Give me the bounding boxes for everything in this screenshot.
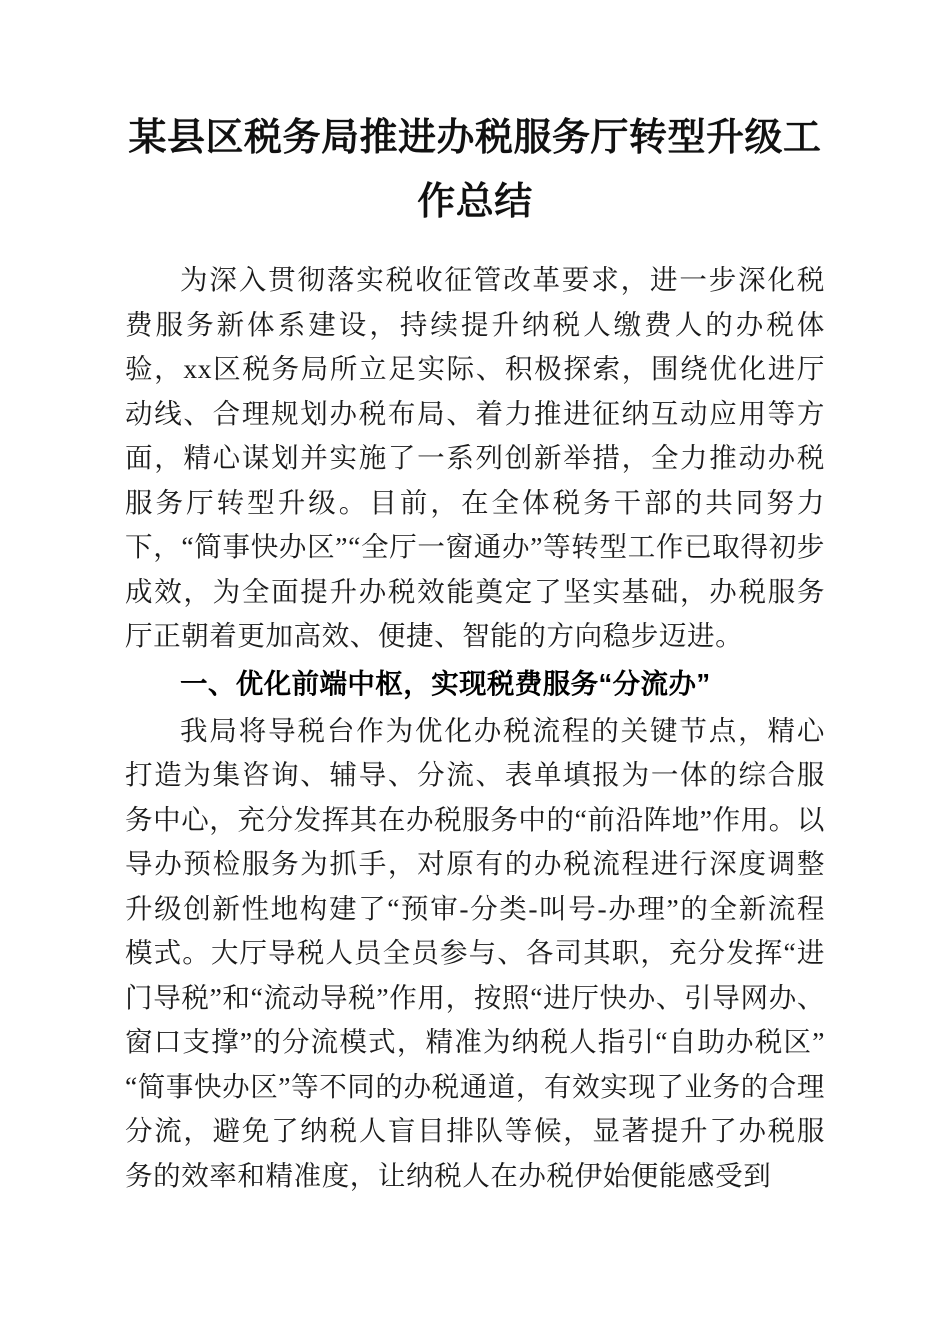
page-title-line-1: 某县区税务局推进办税服务厅转型升级工 — [128, 117, 822, 159]
intro-paragraph: 为深入贯彻落实税收征管改革要求，进一步深化税费服务新体系建设，持续提升纳税人缴费人的办税体验，xx区税务局所立足实际、积极探索，围绕优化进厅动线、合理规划办税布局、着力推进征纳互动应用等方面，精心谋划并实施了一系列创新举措，全力推动办税服务厅转型升级。目前，在全体税务干部的共同努力下，“简事快办区”“全厅一窗通办”等转型工作已取得初步成效，为全面提升办税效能奠定了坚实基础，办税服务厅正朝着更加高效、便捷、智能的方向稳步迈进。 — [125, 264, 825, 651]
page-title-line-2: 作总结 — [417, 181, 533, 223]
page-title — [125, 0, 825, 234]
section-heading-1: 一、优化前端中枢，实现税费服务“分流办” — [180, 667, 711, 699]
document-content — [125, 0, 825, 1198]
section-1-paragraph: 我局将导税台作为优化办税流程的关键节点，精心打造为集咨询、辅导、分流、表单填报为一体的综合服务中心，充分发挥其在办税服务中的“前沿阵地”作用。以导办预检服务为抓手，对原有的办税流程进行深度调整升级创新性地构建了“预审-分类-叫号-办理”的全新流程模式。大厅导税人员全员参与、各司其职，充分发挥“进门导税”和“流动导税”作用，按照“进厅快办、引导网办、窗口支撑”的分流模式，精准为纳税人指引“自助办税区”“简事快办区”等不同的办税通道，有效实现了业务的合理分流，避免了纳税人盲目排队等候，显著提升了办税服务的效率和精准度，让纳税人在办税伊始便能感受到 — [125, 714, 826, 1191]
